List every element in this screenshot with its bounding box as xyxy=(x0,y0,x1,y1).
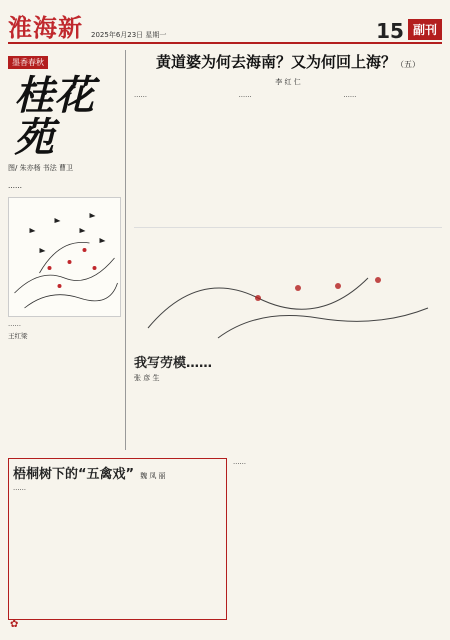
masthead xyxy=(8,6,442,44)
paper-name: 淮海新 xyxy=(8,13,83,42)
byline-story2: 张 彦 生 xyxy=(134,374,160,382)
story1-col1: …… xyxy=(134,91,147,99)
painting-caption: …… xyxy=(8,320,21,328)
masthead-meta: 2025年6月23日 星期一 xyxy=(91,31,167,39)
story1-col2: …… xyxy=(238,91,252,99)
left-column xyxy=(8,50,126,450)
story3 xyxy=(8,458,227,620)
headline-story2: 我写劳模…… xyxy=(134,356,213,371)
ink-illustration xyxy=(134,227,442,348)
page-label: 副刊 xyxy=(408,19,442,40)
byline-main: 李 红 仁 xyxy=(275,78,301,86)
painting-image xyxy=(8,197,121,317)
headline-main: 黄道婆为何去海南？又为何回上海？（五） xyxy=(155,53,420,71)
story1-col3: …… xyxy=(343,91,357,99)
story3-text: …… xyxy=(13,484,26,492)
story2-text: …… xyxy=(233,458,246,466)
story2-col xyxy=(233,458,442,620)
calligraphy-credit: 图/ 朱亦杨 书法 曹卫 xyxy=(8,164,74,172)
article-body: …… xyxy=(8,182,22,190)
section-tag: 墨香春秋 xyxy=(8,56,48,69)
ornament: ✿ xyxy=(10,619,19,630)
headline-story3: 梧桐树下的“五禽戏” 魏 凤 丽 xyxy=(13,467,166,482)
page-number: 15 xyxy=(376,19,404,43)
painting-author: 王红梁 xyxy=(8,332,28,340)
calligraphy-title: 桂花苑 xyxy=(14,72,94,161)
